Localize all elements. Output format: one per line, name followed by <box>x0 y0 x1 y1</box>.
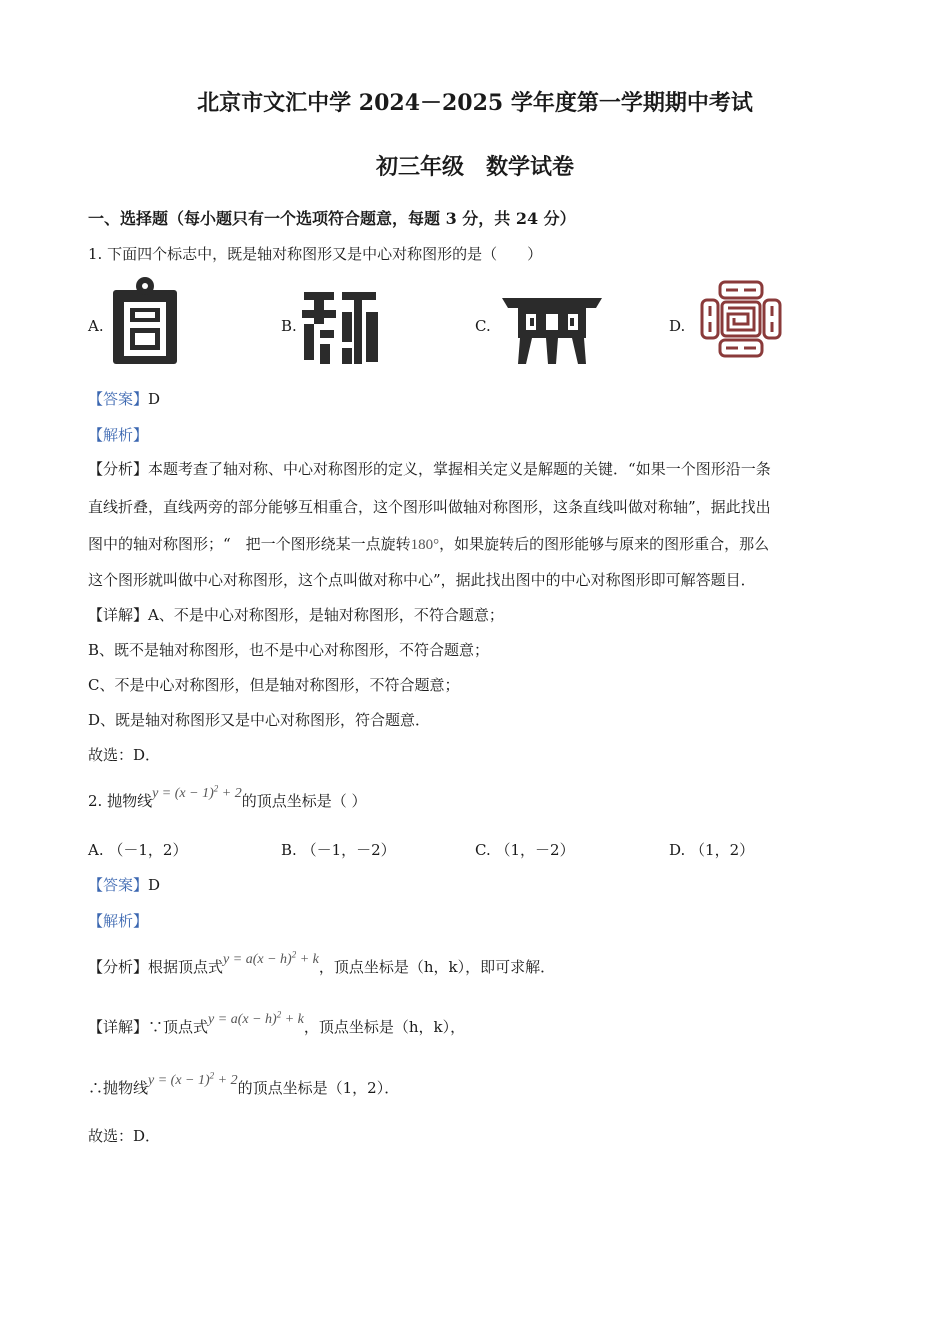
detail-line-d: D、既是轴对称图形又是中心对称图形，符合题意． <box>88 711 431 729</box>
answer-tag: 【答案】 <box>88 390 149 408</box>
q2-option-c-text: （1，－2） <box>495 841 575 859</box>
detail-line-c: C、不是中心对称图形，但是轴对称图形，不符合题意； <box>88 676 460 694</box>
q2-parabola-formula-main: y = (x − 1) <box>148 1073 210 1088</box>
q2-option-b-label: B. <box>281 841 297 859</box>
q2-vertex-formula-2-exp: 2 <box>276 1009 282 1020</box>
q2-detail1-a: ∵顶点式 <box>148 1018 209 1036</box>
exam-subtitle: 初三年级 数学试卷 <box>375 154 574 180</box>
xiangjie-tag: 【详解】 <box>88 606 149 624</box>
q2-formula-main: y = (x − 1) <box>152 786 214 801</box>
calligraphy-logo-icon <box>302 290 380 366</box>
q2-option-d-text: （1，2） <box>690 841 755 859</box>
q2-fenxi-line <box>88 949 556 977</box>
answer-value: D <box>148 390 161 408</box>
q2-vertex-formula-2 <box>208 1009 304 1027</box>
analysis-paragraph-3 <box>88 533 769 554</box>
q2-answer-value: D <box>148 876 161 894</box>
analysis-tag: 【解析】 <box>88 426 149 444</box>
question-1-stem: 1. 下面四个标志中，既是轴对称图形又是中心对称图形的是（ ） <box>88 245 543 263</box>
q2-vertex-formula-1-exp: 2 <box>291 949 297 960</box>
q2-parabola-formula-exp: 2 <box>209 1070 215 1081</box>
bronze-seal-logo-icon <box>110 276 180 366</box>
conclusion-2: 故选：D． <box>88 1127 161 1145</box>
fenxi-text-3b: ，如果旋转后的图形能够与原来的图形重合，那么 <box>439 535 770 553</box>
q2-option-d-label: D. <box>669 841 686 859</box>
option-d-label: D. <box>669 317 686 335</box>
q2-option-c <box>475 839 575 860</box>
q2-option-a-text: （－1，2） <box>108 841 188 859</box>
q2-detail2-b: 的顶点坐标是（1，2）． <box>237 1079 400 1097</box>
q2-stem-b: 的顶点坐标是（ ） <box>241 792 367 810</box>
q2-option-b <box>281 839 396 860</box>
q2-answer-tag: 【答案】 <box>88 876 149 894</box>
q2-fenxi-a: 根据顶点式 <box>148 958 224 976</box>
q2-fenxi-tag: 【分析】 <box>88 958 149 976</box>
q2-detail1-b: ，顶点坐标是（h，k）， <box>303 1018 466 1036</box>
q2-vertex-formula-1 <box>223 949 319 967</box>
q2-parabola-formula <box>148 1070 238 1088</box>
q2-answer-line <box>88 874 160 895</box>
q2-formula-tail: + 2 <box>218 786 242 801</box>
exam-title: 北京市文汇中学 2024－2025 学年度第一学期期中考试 <box>197 90 753 116</box>
analysis-paragraph-2: 直线折叠，直线两旁的部分能够互相重合，这个图形叫做轴对称图形，这条直线叫做对称轴”，据此找出 <box>88 498 771 516</box>
conclusion-1: 故选：D． <box>88 746 161 764</box>
section-heading: 一、选择题（每小题只有一个选项符合题意，每题 3 分，共 24 分） <box>88 209 576 228</box>
option-a-label: A. <box>88 317 104 335</box>
q2-detail2-a: ∴抛物线 <box>88 1079 149 1097</box>
bronze-vessel-logo-icon <box>500 294 604 366</box>
fenxi-text-3a: 图中的轴对称图形；“ 把一个图形绕某一点旋转 <box>88 535 411 553</box>
q2-detail-line-2 <box>88 1070 400 1098</box>
analysis-paragraph-4: 这个图形就叫做中心对称图形，这个点叫做对称中心”，据此找出图中的中心对称图形即可解答题目． <box>88 571 756 589</box>
question-2-stem <box>88 783 367 811</box>
analysis-paragraph-1 <box>88 458 771 479</box>
q2-option-a-label: A. <box>88 841 104 859</box>
option-c-label: C. <box>475 317 491 335</box>
fenxi-text-1: 本题考查了轴对称、中心对称图形的定义，掌握相关定义是解题的关键．“如果一个图形沿一条 <box>148 460 771 478</box>
q2-vertex-formula-2-main: y = a(x − h) <box>208 1012 277 1027</box>
rotation-angle: 180° <box>410 537 440 553</box>
detail-line-b: B、既不是轴对称图形，也不是中心对称图形，不符合题意； <box>88 641 490 659</box>
q2-stem-a: 2. 抛物线 <box>88 792 153 810</box>
q2-fenxi-b: ，顶点坐标是（h，k），即可求解． <box>318 958 556 976</box>
q2-analysis-tag: 【解析】 <box>88 912 149 930</box>
q2-vertex-formula-1-tail: + k <box>296 952 319 967</box>
q2-xiangjie-tag: 【详解】 <box>88 1018 149 1036</box>
q2-option-a <box>88 839 187 860</box>
detail-line-a <box>88 604 504 625</box>
answer-line-1 <box>88 388 160 409</box>
q2-formula <box>152 783 242 801</box>
detail-a-text: A、不是中心对称图形，是轴对称图形，不符合题意； <box>148 606 504 624</box>
fenxi-tag: 【分析】 <box>88 460 149 478</box>
cloud-pattern-logo-icon <box>698 278 784 360</box>
q2-detail-line-1 <box>88 1009 466 1037</box>
q2-formula-exp: 2 <box>213 783 219 794</box>
q2-option-d <box>669 839 754 860</box>
q2-option-c-label: C. <box>475 841 491 859</box>
q2-parabola-formula-tail: + 2 <box>214 1073 238 1088</box>
q2-vertex-formula-1-main: y = a(x − h) <box>223 952 292 967</box>
q2-option-b-text: （－1，－2） <box>301 841 396 859</box>
q2-vertex-formula-2-tail: + k <box>281 1012 304 1027</box>
option-b-label: B. <box>281 317 297 335</box>
